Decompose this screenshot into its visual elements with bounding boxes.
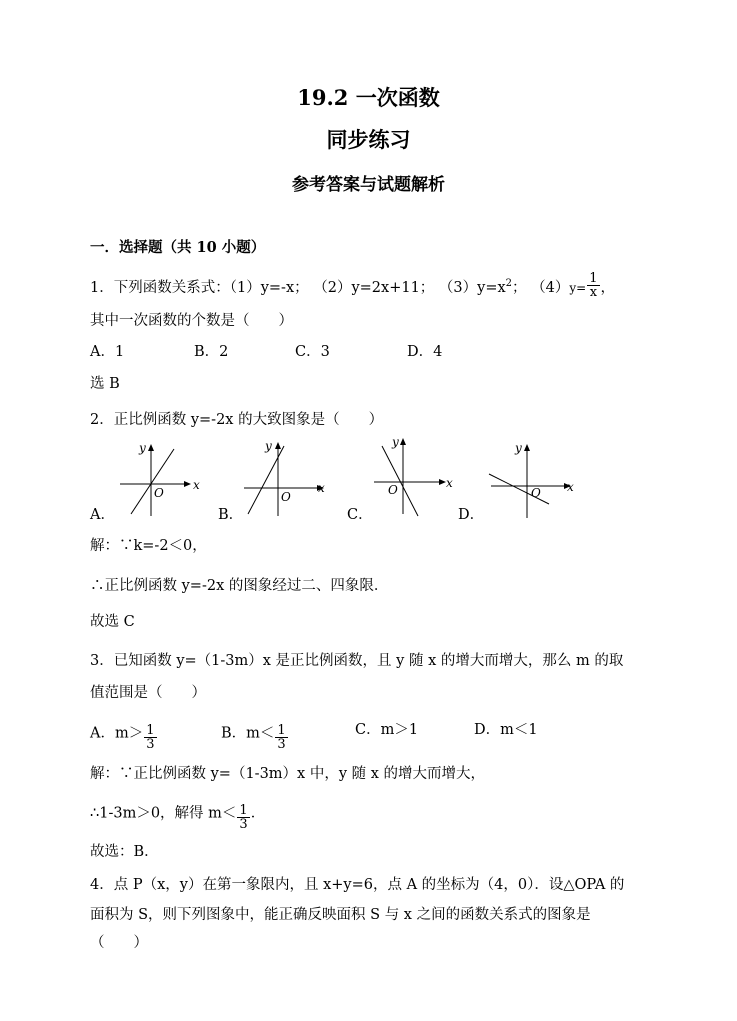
q2-d-y-label: y [515, 441, 522, 455]
q2-a-x-label: x [193, 478, 200, 492]
q2-b-x-label: x [318, 481, 325, 495]
q4-line2: 面积为 S，则下列图象中，能正确反映面积 S 与 x 之间的函数关系式的图象是 [90, 907, 591, 923]
q2-a-y-label: y [139, 441, 146, 455]
q3-option-a-frac [144, 724, 156, 751]
q4-line1: 4．点 P（x，y）在第一象限内，且 x+y=6，点 A 的坐标为（4，0）．设△OPA 的 [90, 877, 625, 893]
q4-line3: （ ） [90, 935, 148, 951]
q3-option-b-text: B．m＜ [221, 725, 275, 742]
q3-b-num: 1 [277, 723, 286, 738]
q3-option-a [90, 720, 158, 752]
q3-line1: 3．已知函数 y=（1-3m）x 是正比例函数，且 y 随 x 的增大而增大，那么 m 的取 [90, 653, 624, 669]
q1-option-c: C．3 [295, 344, 330, 360]
doc-subtitle: 同步练习 [326, 127, 411, 152]
q2-graph-c [370, 434, 460, 518]
q2-solution-2: ∴正比例函数 y=-2x 的图象经过二、四象限． [90, 578, 389, 594]
q2-d-origin: O [531, 486, 541, 500]
q3-option-b-frac [275, 724, 287, 751]
q3-option-b [221, 720, 289, 752]
q2-line1: 2．正比例函数 y=-2x 的大致图象是（ ） [90, 412, 384, 428]
q2-graph-a [115, 440, 205, 520]
q1-f-pre: y= [569, 280, 587, 295]
q1-f-post: ， [600, 279, 615, 296]
q2-c-y-label: y [392, 435, 399, 449]
q2-c-origin: O [388, 483, 398, 497]
q3-solution-2-end: ． [250, 805, 266, 822]
q2-label-d: D． [458, 507, 485, 523]
q2-answer: 故选 C [90, 614, 135, 630]
q2-b-y-label: y [265, 439, 272, 453]
q1-fraction [587, 272, 599, 299]
q3-a-den: 3 [146, 737, 155, 752]
q3-line2: 值范围是（ ） [90, 685, 206, 701]
section-heading: 一．选择题（共 10 小题） [90, 239, 266, 256]
q3-option-d: D．m＜1 [474, 722, 538, 738]
q3-sol-num: 1 [239, 803, 248, 818]
q1-option-a: A．1 [90, 344, 125, 360]
doc-heading: 参考答案与试题解析 [292, 175, 445, 195]
q3-solution-frac [237, 804, 249, 831]
q1-text-a: 1．下列函数关系式：（1）y=-x； （2）y=2x+11； （3）y=x [90, 279, 506, 296]
q1-sup: 2 [505, 278, 513, 289]
q1-frac-den: x [589, 285, 598, 301]
q3-sol-den: 3 [239, 817, 248, 832]
q2-b-origin: O [281, 490, 291, 504]
q2-a-origin: O [154, 486, 164, 500]
q1-frac-num: 1 [589, 271, 598, 287]
q2-label-c: C． [347, 507, 373, 523]
doc-title: 19.2 一次函数 [297, 85, 440, 110]
q1-option-d: D．4 [407, 344, 443, 360]
q3-a-num: 1 [146, 723, 155, 738]
q3-option-a-text: A．m＞ [90, 725, 144, 742]
q1-option-b: B．2 [194, 344, 229, 360]
q2-c-x-label: x [446, 476, 453, 490]
q2-d-x-label: x [567, 480, 574, 494]
q3-solution-1: 解：∵正比例函数 y=（1-3m）x 中，y 随 x 的增大而增大， [90, 766, 486, 782]
q2-solution-1: 解：∵k=-2＜0， [90, 538, 207, 554]
q1-line1 [90, 271, 615, 301]
q2-graph-b [240, 438, 330, 520]
q2-graph-d [485, 440, 585, 520]
q3-b-den: 3 [277, 737, 286, 752]
q3-option-c: C．m＞1 [355, 722, 419, 738]
q3-solution-2-text: ∴1-3m＞0，解得 m＜ [90, 805, 237, 822]
q1-answer: 选 B [90, 376, 120, 392]
q3-solution-2 [90, 800, 266, 832]
q2-label-a: A． [90, 507, 115, 523]
q1-line2: 其中一次函数的个数是（ ） [90, 313, 293, 329]
q1-text-b: ； （4） [512, 279, 570, 296]
q2-label-b: B． [218, 507, 244, 523]
q3-answer: 故选：B． [90, 844, 159, 860]
